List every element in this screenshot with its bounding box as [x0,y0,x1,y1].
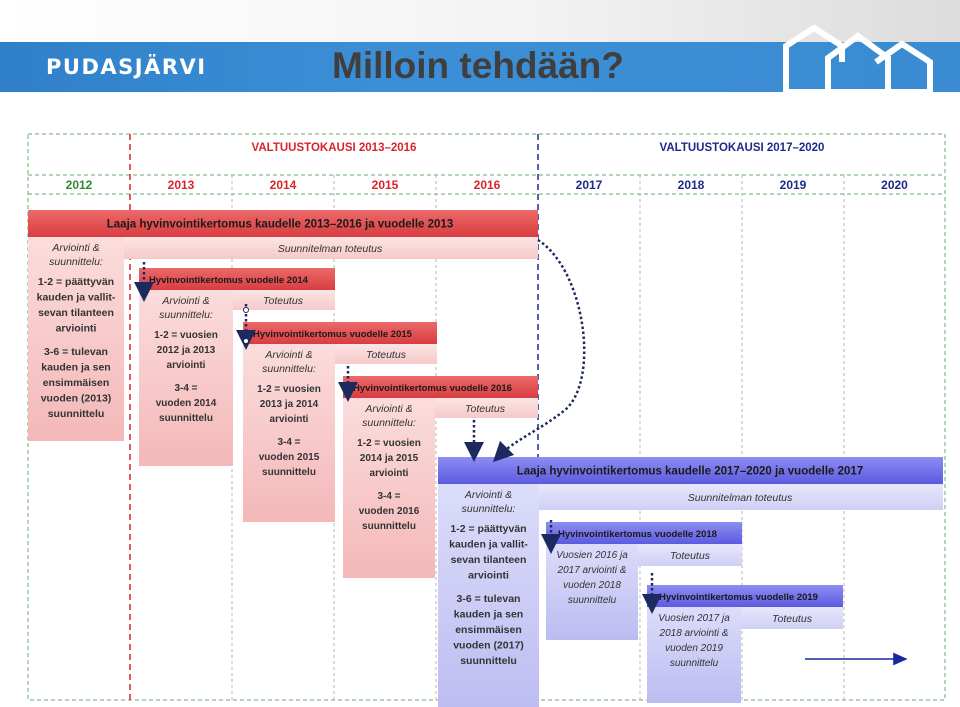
column-line: vuoden 2016 [358,506,420,517]
column-line: vuoden 2019 [665,643,723,654]
column-line: arviointi [269,414,309,425]
yearly-bar-5 [647,585,843,703]
column-line: arviointi [369,468,409,479]
year-label: 2012 [65,178,93,192]
column-line: suunnittelu [159,413,213,424]
column-line: arviointi [55,322,97,335]
bar-title: Laaja hyvinvointikertomus kaudelle 2017–2020 ja vuodelle 2017 [516,465,864,478]
column-line: vuoden 2018 [563,580,621,591]
column-line: 1-2 = vuosien [154,330,218,341]
column-heading: Arviointi & [52,242,100,254]
toteutus-label: Toteutus [263,295,303,307]
toteutus-label: Toteutus [465,403,505,415]
year-label: 2013 [167,178,195,192]
column-line: 1-2 = vuosien [257,384,321,395]
column-line: kauden ja vallit- [36,291,116,304]
column-line: 3-6 = tulevan [44,346,108,358]
period-label-1: VALTUUSTOKAUSI 2013–2016 [251,142,417,154]
column-line: kauden ja sen [41,361,111,374]
column-line: 2017 arviointi & [557,565,627,576]
page-title: Milloin tehdään? [332,45,624,86]
column-line: 3-4 = [277,437,301,448]
column-line: sevan tilanteen [450,554,527,566]
year-label: 2015 [371,178,399,192]
column-line: ensimmäisen [42,377,110,389]
column-line: suunnittelu [362,521,416,532]
year-label: 2019 [779,178,807,192]
column-line: 2018 arviointi & [659,628,729,639]
year-label: 2018 [677,178,705,192]
year-label: 2020 [881,178,908,192]
column-line: sevan tilanteen [38,307,114,319]
column-line: vuoden 2014 [155,398,217,409]
toteutus-label: Toteutus [772,613,812,625]
arrow-dot [244,308,249,313]
column-line: suunnittelu [567,595,617,606]
column-line: 2014 ja 2015 [359,453,419,464]
bar-title: Hyvinvointikertomus vuodelle 2015 [253,329,412,340]
column-line: kauden ja vallit- [449,538,528,551]
column-line: suunnittelu [669,658,719,669]
column-heading: suunnittelu: [362,417,416,429]
column-line: 1-2 = päättyvän [37,276,115,288]
bar-title: Hyvinvointikertomus vuodelle 2018 [558,529,717,540]
year-label: 2014 [269,178,297,192]
bar-title: Hyvinvointikertomus vuodelle 2016 [353,383,512,394]
column-line: suunnittelu [262,467,316,478]
column-line: arviointi [166,360,206,371]
bar-title: Hyvinvointikertomus vuodelle 2014 [149,275,308,286]
column-heading: Arviointi & [162,295,210,307]
arrow-dot [244,339,249,344]
column-heading: suunnittelu: [262,363,316,375]
column-line: 2012 ja 2013 [156,345,216,356]
column-line: 3-6 = tulevan [456,593,521,605]
year-label: 2016 [473,178,501,192]
column-line: 3-4 = [174,383,198,394]
bar-title: Laaja hyvinvointikertomus kaudelle 2013–2016 ja vuodelle 2013 [106,218,454,231]
column-line: vuoden (2013) [40,392,112,405]
toteutus-label: Toteutus [670,550,710,562]
toteutus-label: Suunnitelman toteutus [277,243,383,255]
column-line: vuoden (2017) [453,639,524,652]
column-heading: suunnittelu: [461,503,516,515]
column-heading: Arviointi & [365,403,413,415]
column-line: vuoden 2015 [258,452,320,463]
bar-title: Hyvinvointikertomus vuodelle 2019 [659,592,818,603]
period-label-2: VALTUUSTOKAUSI 2017–2020 [659,142,825,154]
column-line: kauden ja sen [453,608,524,621]
column-line: arviointi [468,569,509,582]
column-line: 1-2 = vuosien [357,438,421,449]
column-heading: Arviointi & [265,349,313,361]
column-heading: suunnittelu: [49,256,103,268]
column-heading: suunnittelu: [159,309,213,321]
column-heading: Arviointi & [464,489,513,501]
column-line: 3-4 = [377,491,401,502]
column-line: suunnittelu [460,655,517,667]
toteutus-label: Toteutus [366,349,406,361]
column-line: 2013 ja 2014 [259,399,319,410]
logo-text: PUDASJÄRVI [46,55,207,79]
column-line: 1-2 = päättyvän [450,523,527,535]
toteutus-label: Suunnitelman toteutus [687,492,793,504]
column-line: Vuosien 2016 ja [556,550,628,561]
curved-arrow [500,240,584,455]
column-line: Vuosien 2017 ja [658,613,730,624]
column-line: suunnittelu [47,408,105,420]
year-label: 2017 [575,178,603,192]
column-line: ensimmäisen [455,624,522,636]
